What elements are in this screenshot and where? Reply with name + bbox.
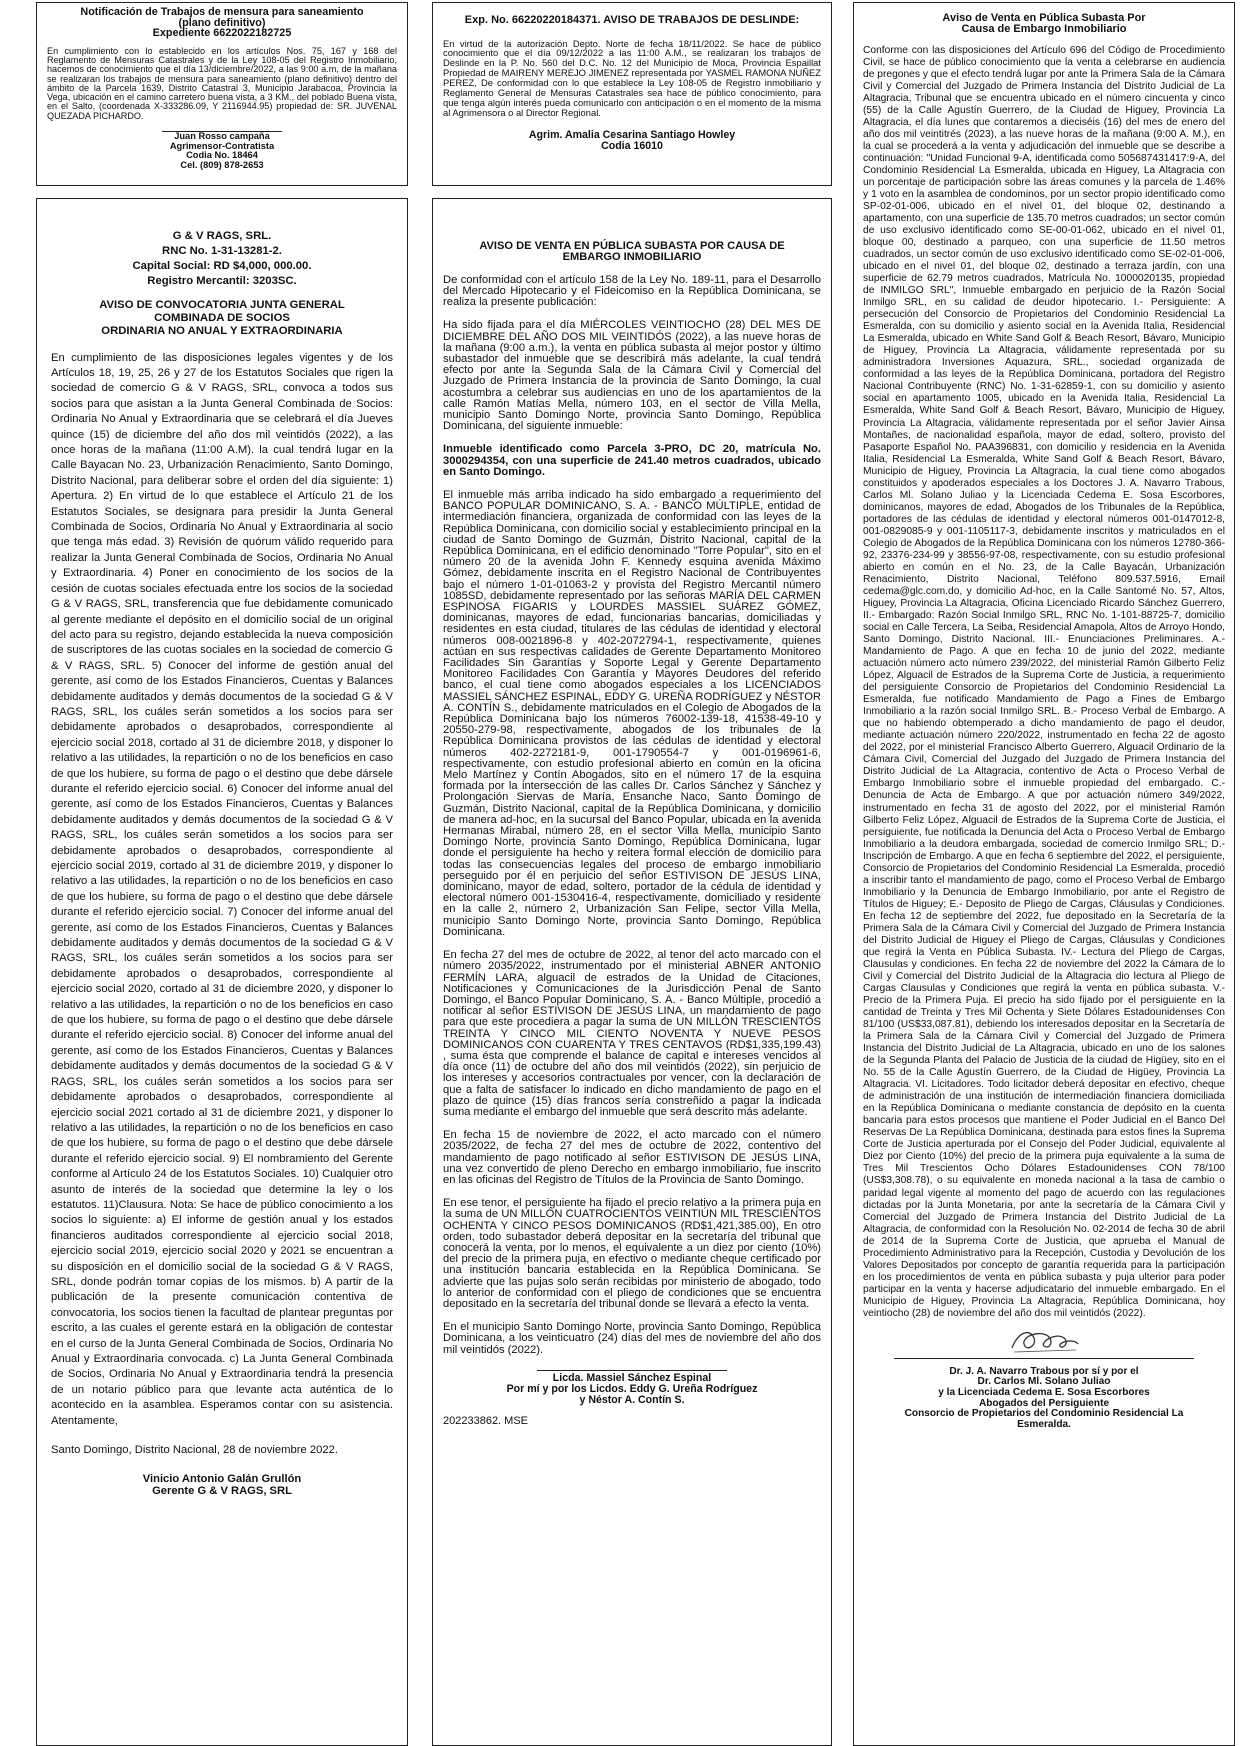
notice-venta-subasta-altagracia <box>853 2 1235 1746</box>
place-date: Santo Domingo, Distrito Nacional, 28 de noviembre 2022. <box>51 1444 339 1457</box>
paragraph-2: Ha sido fijada para el día MIÉRCOLES VEINTIOCHO (28) DEL MES DE DICIEMBRE DEL AÑO DOS MIL VEINTIDÓS (2022), a las nueve horas de la mañana (9:00 a.m.), la venta en pública subasta al mejor postor y último subastador del inmueble que se describirá más adelante, la cual tendrá efecto por ante la Segunda Sala de la Cámara Civil y Comercial del Juzgado de Primera Instancia de la provincia de Santo Domingo, la cual acostumbra a celebrar sus audiencias en uno de los apartamientos de la calle Ramón Matías Mella, número 103, en el sector de Villa Mella, municipio Santo Domingo Norte, provincia Santo Domingo, República Dominicana, del siguiente inmueble: <box>443 319 821 433</box>
notice-venta-subasta <box>432 198 832 1746</box>
signature-block: Licda. Massiel Sánchez Espinal Por mí y por los Licdos. Eddy G. Ureña Rodríguez y Néstor A. Contín S. <box>506 1371 758 1407</box>
signature-block: Vinicio Antonio Galán Grullón Gerente G & V RAGS, SRL <box>142 1473 302 1498</box>
handwritten-signature-icon <box>863 1324 1225 1358</box>
notice-title: AVISO DE VENTA EN PÚBLICA SUBASTA POR CAUSA DE EMBARGO INMOBILIARIO <box>479 240 785 263</box>
notice-title: AVISO DE CONVOCATORIA JUNTA GENERAL COMBINADA DE SOCIOS ORDINARIA NO ANUAL Y EXTRAORDINARIA <box>99 298 345 338</box>
notice-body: En cumplimiento con lo establecido en los artículos Nos. 75, 167 y 168 del Reglamento de Mensuras Catastrales y de la Ley 108-05 del Registro Inmobiliario, hacemos de conocimiento que el día 13/diciembre/2022, a las 9:00 a.m, de la mañana se realizaran los trabajos de mensura para saneamiento (plano definitivo) dentro del ámbito de la Parcela 1639, Distrito Catastral 3, Municipio Jarabacoa, Provincia la Vega, ubicación en el camino carretero buena vista, a 3 KM., del poblado Buena vista, en el Salto, (coordenada X-333286.09, Y 2116944.95) propiedad de: SR. JUVENAL QUEZADA PICHARDO. <box>47 45 397 121</box>
notice-body: En virtud de la autorización Depto. Norte de fecha 18/11/2022. Se hace de público conocimiento que el día 09/12/2022 a las 11:00 A.M., se realizaran los trabajos de Deslinde en la P. No. 560 del D.C. No. 12 del Municipio de Moca, Provincia Espaillat Propiedad de MAIRENY MEREJO JIMENEZ representada por YASMEL RAMONA NUÑEZ PEREZ, De conformidad con lo que establece la Ley 108-05 de Registro inmobiliario y Reglamento General de Mensuras Catastrales sea hace de público conocimiento, para que tenga algún interés pueda comunicarlo con anticipación o en el momento de la misma al Agrimensora o al Director Regional. <box>443 37 821 118</box>
signature-block: Dr. J. A. Navarro Trabous por sí y por el Dr. Carlos Ml. Solano Juliao y la Licenciada Cedema E. Sosa Escorbores Abogados del Persiguiente Consorcio de Propietarios del Condominio Residencial La Esmeralda. <box>904 1365 1184 1430</box>
company-header: G & V RAGS, SRL. RNC No. 1-31-13281-2. Capital Social: RD $4,000, 000.00. Registro Mercantil: 3203SC. <box>132 230 312 287</box>
notice-title: Exp. No. 66220220184371. AVISO DE TRABAJOS DE DESLINDE: <box>464 14 800 26</box>
notice-deslinde <box>432 2 832 186</box>
paragraph-8: En el municipio Santo Domingo Norte, provincia Santo Domingo, República Dominicana, a los veinticuatro (24) días del mes de noviembre del año dos mil veintidós (2022). <box>443 1321 821 1356</box>
notice-title: Notificación de Trabajos de mensura para saneamiento (plano definitivo) Expediente 6622022182725 <box>80 6 364 40</box>
publication-code: 202233862. MSE <box>443 1415 529 1428</box>
paragraph-1: De conformidad con el artículo 158 de la Ley No. 189-11, para el Desarrollo del Mercado Hipotecario y el Fideicomiso en la República Dominicana, se realiza la presente publicación: <box>443 273 821 309</box>
paragraph-5: En fecha 27 del mes de octubre de 2022, al tenor del acto marcado con el número 2035/2022, instrumentado por el ministerial ABNER ANTONIO FERMÍN LARA, alguacil de estrados de la Unidad de Citaciones, Notificaciones y Comunicaciones de la Jurisdicción Penal de Santo Domingo, el Banco Popular Dominicano, S. A. - Banco Múltiple, procedió a notificar al señor ESTIVISON DE JESÚS LINA, un mandamiento de pago para que este procediera a pagar la suma de UN MILLÓN TRESCIENTOS TREINTA Y CINCO MIL CIENTO NOVENTA Y NUEVE PESOS DOMINICANOS CON CUARENTA Y TRES CENTAVOS (RD$1,335,199.43) , suma ésta que comprende el balance de capital e intereses vencidos al día once (11) de octubre del año dos mil veintidós (2022), sin perjuicio de los intereses y accesorios contractuales por vencer, con la declaración de que a falta de satisfacer lo indicado en dicho mandamiento de pago en el plazo de quince (15) días francos sería constreñido a pagar la indicada suma mediante el embargo del inmueble que será descrito más adelante. <box>443 949 821 1118</box>
signature-line <box>537 1370 727 1371</box>
paragraph-6: En fecha 15 de noviembre de 2022, el acto marcado con el número 2035/2022, de fecha 27 del mes de octubre de 2022, contentivo del mandamiento de pago notificado al señor ESTIVISON DE JESÚS LINA, una vez convertido de pleno Derecho en embargo inmobiliario, fue inscrito en las oficinas del Registro de Títulos de la Provincia de Santo Domingo. <box>443 1129 821 1186</box>
signature-block: Juan Rosso campaña Agrimensor-Contratista Codia No. 18464 Cel. (809) 878-2653 <box>47 131 397 171</box>
property-description: Inmueble identificado como Parcela 3-PRO, DC 20, matrícula No. 3000294354, con una superficie de 241.40 metros cuadrados, ubicado en Santo Domingo. <box>443 443 821 478</box>
paragraph-7: En ese tenor, el persiguiente ha fijado el precio relativo a la primera puja en la suma de UN MILLÓN CUATROCIENTOS VEINTIÚN MIL TRESCIENTOS OCHENTA Y CINCO PESOS DOMINICANOS (RD$1,421,385.00), En otro orden, todo subastador deberá depositar en la secretaría del tribunal que conocerá la venta, por lo menos, el equivalente a un diez por ciento (10%) del precio de la primera puja, en efectivo o mediante cheque certificado por una institución bancaria establecida en la República Dominicana. Se advierte que las pujas solo serán recibidas por ministerio de abogado, todo lo anterior de conformidad con el pliego de condiciones que se encuentra depositado en la secretaría del tribunal donde se llevará a efecto la venta. <box>443 1197 821 1310</box>
paragraph-4: El inmueble más arriba indicado ha sido embargado a requerimiento del BANCO POPULAR DOMINICANO, S. A. - BANCO MÚLTIPLE, entidad de intermediación financiera, organizada de conformidad con las leyes de la República Dominicana, con domicilio social y establecimiento principal en la ciudad de Santo Domingo de Guzmán, Distrito Nacional, capital de la República Dominicana, en el edificio denominado "Torre Popular", sito en el número 20 de la avenida John F. Kennedy esquina avenida Máximo Gómez, debidamente inscrita en el Registro Nacional de Contribuyentes bajo el número 1-01-01063-2 y provista del Registro Mercantil número 1085SD, debidamente representado por las señoras MARÍA DEL CARMEN ESPINOSA FIGARIS y LOURDES MASSIEL SUÁREZ GÓMEZ, dominicanas, mayores de edad, funcionarias bancarias, domiciliadas y residentes en esta ciudad, titulares de las cédulas de identidad y electoral números 008-0021896-8 y 402-2072794-1, respectivamente, quienes actúan en sus respectivas calidades de Gerente Departamento Monitoreo Facilidades Sin Garantías y Soporte Legal y Gerente Departamento Monitoreo Facilidades Con Garantía y Mayores Deudores del referido banco, el cual tiene como abogados especiales a los LICENCIADOS MASSIEL SÁNCHEZ ESPINAL, EDDY G. UREÑA RODRÍGUEZ y NÉSTOR A. CONTÍN S., debidamente matriculados en el Colegio de Abogados de la República Dominicana bajo los números 76002-139-18, 41538-49-10 y 20550-279-98, respectivamente, abogados de los tribunales de la República Dominicana provistos de las cédulas de identidad y electoral números 402-2272181-9, 001-1790554-7 y 001-0196961-6, respectivamente, con estudio profesional abierto en común en la oficina Melo Martínez y Contín Abogados, sito en el número 17 de la esquina formada por la intersección de las calles Dr. Carlos Sánchez y Sánchez y Prolongación Siervas de María, Ensanche Naco, Santo Domingo de Guzmán, Distrito Nacional, capital de la República Dominicana, y domicilio de manera ad-hoc, en la sucursal del Banco Popular, ubicada en la avenida Hermanas Mirabal, número 28, en el sector Villa Mella, municipio Santo Domingo Norte, provincia Santo Domingo, República Dominicana, lugar donde el persiguiente ha hecho y reitera formal elección de domicilio para todas las consecuencias legales del proceso de embargo inmobiliario perseguido por él en perjuicio del señor ESTIVISON DE JESÚS LINA, dominicano, mayor de edad, soltero, portador de la cédula de identidad y electoral número 001-1530416-4, respectivamente, domiciliado y residente en la calle 2, número 2, Urbanización San Felipe, sector Villa Mella, municipio Santo Domingo Norte, provincia Santo Domingo, República Dominicana. <box>443 488 821 938</box>
notice-body: En cumplimiento de las disposiciones legales vigentes y de los Artículos 18, 19, 25, 26 y 27 de los Estatutos Sociales que rigen la sociedad de comercio G & V RAGS, SRL, convoca a todos sus socios para que asistan a la Junta General Combinada de Socios: Ordinaria No Anual y Extraordinaria que se celebrará el día Jueves quince (15) de diciembre del año dos mil veintidós (2022), a las once horas de la mañana (11:00 A.M). la cual tendrá lugar en la Calle Bayacan No. 23, Urbanización Renacimiento, Santo Domingo, Distrito Nacional, para deliberar sobre el orden del día siguiente: 1) Apertura. 2) En virtud de lo que establece el Artículo 21 de los Estatutos Sociales, se designara para presidir la Junta General Combinada de Socios, Ordinaria No Anual y Extraordinaria al socio que tenga más edad. 3) Revisión de quórum válido requerido para realizar la Junta General Combinada de Socios, Ordinaria No Anual y Extraordinaria. 4) Poner en conocimiento de los socios de la cesión de cuotas sociales efectuada entre los socios de la sociedad G & V RAGS, SRL, transferencia que fue debidamente comunicado al gerente mediante el depósito en el domicilio social de un original del acto para su registro, dejando establecida la nueva composición de suscriptores de las cuotas sociales en la sociedad de comercio G & V RAGS, SRL. 5) Conocer del informe de gestión anual del gerente, así como de los Estados Financieros, Cuentas y Balances debidamente auditados y demás documentos de la sociedad G & V RAGS, SRL, los cuáles serán sometidos a los socios para ser debidamente aprobados o desaprobados, correspondiente al ejercicio social 2018, cortado al 31 de diciembre 2018, y disponer lo relativo a las utilidades, la repartición o no de los beneficios en caso de que los hubiere, su forma de pago o el destino que debe dársele durante el referido ejercicio social. 6) Conocer del informe anual del gerente, así como de los Estados Financieros, Cuentas y Balances debidamente auditados y demás documentos de la sociedad G & V RAGS, SRL, los cuáles serán sometidos a los socios para ser debidamente aprobados o desaprobados, correspondiente al ejercicio social 2019, cortado al 31 de diciembre 2019, y disponer lo relativo a las utilidades, la repartición o no de los beneficios en caso de que los hubiere, su forma de pago o el destino que debe dársele durante el referido ejercicio social. 7) Conocer del informe anual del gerente, así como de los Estados Financieros, Cuentas y Balances debidamente auditados y demás documentos de la sociedad G & V RAGS, SRL, los cuáles serán sometidos a los socios para ser debidamente aprobados o desaprobados, correspondiente al ejercicio social 2020, cortado al 31 de diciembre 2020, y disponer lo relativo a las utilidades, la repartición o no de los beneficios en caso de que los hubiere, su forma de pago o el destino que debe dársele durante el referido ejercicio social. 8) Conocer del informe anual del gerente, así como de los Estados Financieros, Cuentas y Balances debidamente auditados y demás documentos de la sociedad G & V RAGS, SRL, los cuáles serán sometidos a los socios para ser debidamente aprobados o desaprobados, correspondiente al ejercicio social 2021 cortado al 31 de diciembre 2021, y disponer lo relativo a las utilidades, la repartición o no de los beneficios en caso de que los hubiere, su forma de pago o el destino que debe dársele durante el referido ejercicio social. 9) El nombramiento del Gerente conforme al Artículo 24 de los Estatutos Sociales. 10) Cualquier otro asunto de interés de la sociedad que determine la ley o los estatutos. 11)Clausura. Nota: Se hace de público conocimiento a los socios lo siguiente: a) El informe de gestión anual y los estados financieros auditados correspondiente al ejercicio social 2018, ejercicio social 2019, ejercicio social 2020 y 2021 se encuentran a su disposición en el domicilio social de la sociedad G & V RAGS, SRL, donde podrán tomar copias de los mismos. b) A partir de la publicación de la presente comunicación contentiva de convocatoria, los socios tienen la facultad de plantear preguntas por escrito, a las cuales el gerente estará en la obligación de contestar en el curso de la Junta General Combinada de Socios, Ordinaria No Anual y Extraordinaria convocada. c) La Junta General Combinada de Socios, Ordinaria No Anual y Extraordinaria tendrá la presencia de un notario público para que levante acta auténtica de lo acontecido en la asamblea. Esperamos contar con su asistencia. Atentamente, <box>51 351 393 1427</box>
notice-title: Aviso de Venta en Pública Subasta Por Causa de Embargo Inmobiliario <box>942 12 1146 35</box>
notice-body: Conforme con las disposiciones del Artículo 696 del Código de Procedimiento Civil, se hace de público conocimiento que la venta a celebrarse en audiencia de pregones y que el efecto tendrá lugar por ante la Primera Sala de la Cámara Civil y Comercial del Juzgado de Primera Instancia del Distrito Judicial de La Altagracia, Tribunal que se encuentra ubicado en el número cincuenta y cinco (55) de la Calle Agustín Guerrero, de la Ciudad de Higuey, Provincia La Altagracia, el día lunes que contaremos a dieciséis (16) del mes de enero del año dos mil veintitrés (2023), a las nueve horas de la mañana (9:00 A. M.), en la cual se procederá a la venta y adjudicación del inmueble que se describe a continuación: "Unidad Funcional 9-A, identificada como 505687431417:9-A, del Condominio Residencial La Esmeralda, ubicada en Higuey, La Altagracia con un porcentaje de participación sobre las áreas comunes y la parcela de 1.46% y 1 voto en la asamblea de condominos, por un sector propio identificado como SP-02-01-006, ubicado en el nivel 01, del bloque 02, destinando a apartamento, con una superficie de 135.70 metros cuadrados; un sector común de uso exclusivo identificado como SE-00-01-062, ubicado en el nivel 01, bloque 00, destinado a parqueo, con una superficie de 11.50 metros cuadrados, un sector común de uso exclusivo identificado como SE-02-01-006, ubicado en el nivel 01, del bloque 02, destinado a terraza jardín, con una superficie de 62.79 metros cuadrados, Matrícula No. 1000020135, propiedad de INMILGO SRL", Inmueble embargado en perjuicio de la Razón Social Inmilgo SRL, en su calidad de deudor hipotecario. I.- Persiguiente: A persecución del Consorcio de Propietarios del Condominio Residencial La Esmeralda, con su domicilio y asiento social en la Avenida Italia, Residencial La Esmeralda, ubicado en White Sand Golf & Beach Resort, Bávaro, Municipio de Higuey, Provincia La Altagracia, válidamente representada por su administradora Inversiones Aquazura, SRL., sociedad organizada de conformidad a las leyes de la República Dominicana, portadora del Registro Nacional Contribuyente (RNC) No. 1-31-62859-1, con su domicilio y asiento social en apartamento 1005, ubicado en la Avenida Italia, Residencial La Esmeralda, White Sand Golf & Beach Resort, Bávaro, Municipio de Higuey, Provincia La Altagracia, válidamente representada por el señor Javier Ainsa Montañes, de nacionalidad española, mayor de edad, soltero, provisto del Pasaporte Español No. PAA396831, con domicilio y residencia en la Avenida Italia, Residencial La Esmeralda, White Sand Golf & Beach Resort, Bávaro, Municipio de Higuey, Provincia La Altagracia, la cual tiene como abogados constituidos y apoderados especiales a los Doctores J. A. Navarro Trabous, Carlos Ml. Solano Juliao y la Licenciada Cedema E. Sosa Escorbores, dominicanos, mayores de edad, Abogados de los Tribunales de la República, portadores de las cédulas de identidad y electoral números 001-0147012-8, 001-0829085-9 y 001-1105117-3, debidamente inscritos y matriculados en el Colegio de Abogados de la República Dominicana con los números 12780-366-92, 23376-234-99 y 38556-97-08, respectivamente, con su estudio profesional abierto en común en el No. 23, de la Calle Bayacán, Urbanización Renacimiento, Distrito Nacional, Teléfono 809.537.5916, Email cedema@glc.com.do, y domicilio Ad-hoc, en la Calle Santomé No. 57, Altos, Higuey, Provincia La Altagracia, Oficina Licenciado Ricardo Sánchez Guerrero, II.- Embargado: Razón Social Inmilgo SRL, RNC No. 1-101-88725-7, domicilio social en Calle Tercera, La Seiba, Residencial Amapola, Altos de Arroyo Hondo, Santo Domingo, Distrito Nacional. III.- Enunciaciones Preliminares. A.- Mandamiento de Pago. A que en fecha 10 de junio del 2022, mediante actuación número acto número 239/2022, del ministerial Ramón Gilberto Feliz López, Alguacil de Estrados de la Suprema Corte de Justicia, a requerimiento del persiguiente Consorcio de Propietarios del Condominio Residencial La Esmeralda, fue notificado Mandamiento de Pago a Fines de Embargo Inmobiliario a la razón social Inmilgo SRL. B.- Proceso Verbal de Embargo. A que no habiendo obtemperado a dicho mandamiento de pago el deudor, mediante actuación número 220/2022, instrumentado en fecha 22 de agosto del 2022, por el ministerial Francisco Alberto Guerrero, Alguacil Ordinario de la Cámara Civil, Comercial del Juzgado del Juzgado de Primera Instancia del Distrito Judicial de La Altagracia, contentivo de Acta o Proceso Verbal de Embargo Inmobiliario sobre el inmueble propiedad del embargado. C.-Denuncia de Acta de Embargo. A que por actuación número 349/2022, instrumentado en fecha 31 de agosto del 2022, por el ministerial Ramón Gilberto Feliz López, Alguacil de Estrados de la Suprema Corte de Justicia, el persiguiente, fue notificada la Denuncia del Acta o Proceso Verbal de Embargo Inmobiliario a la deudora embargada, sociedad de comercio Inmilgo SRL; D.- Inscripción de Embargo. A que en fecha 6 septiembre del 2022, el persiguiente, Consorcio de Propietarios del Condominio Residencial La Esmeralda, procedió a inscribir tanto el mandamiento de pago, como el Proceso Verbal de Embargo Inmobiliario y la Denuncia de Embargo Inmobiliario, por ante el Registro de Títulos de Higuey; E.- Deposito de Pliego de Cargas, Cláusulas y Condiciones. En fecha 12 de septiembre del 2022, fue depositado en la Secretaría de la Primera Sala de la Cámara Civil y Comercial del Juzgado de Primera Instancia del Distrito Judicial de Higuey el Pliego de Cargas, Cláusulas y Condiciones que regirá la Venta en Pública Subasta. IV.- Lectura del Pliego de Cargas, Clausulas y condiciones. En fecha 22 de noviembre del 2022 la Cámara de lo Civil y Comercial del Distrito Judicial de la Altagracia dio lectura al Pliego de Cargas Clausulas y Condiciones que regirá la venta en pública subasta. V.- Precio de la Primera Puja. El precio ha sido fijado por el persiguiente en la cantidad de Treinta y Tres Mil Ochenta y Siete Dólares Estadounidenses Con 81/100 (US$33,087.81), debiendo los interesados depositar en la Secretaría de la Primera Sala de la Cámara Civil y Comercial del Juzgado de Primera Instancia del Distrito Judicial de La Altagracia, ubicado en uno de los salones de la Segunda Planta del Palacio de Justicia de la ciudad de Higüey, sito en el No. 55 de la Calle Agustín Guerrero, de la Ciudad de Higüey, Provincia La Altagracia. VI. Licitadores. Todo licitador deberá depositar en efectivo, cheque de administración de una institución de intermediación financiera domiciliada en la República Dominicana o mediante constancia de depósito en la cuenta bancaria para estos procesos que mantiene el Poder Judicial en el Banco Del Reservas De La República Dominicana, destinada para estos fines la Suprema Corte de Justicia aperturada por el Consejo del Poder Judicial, equivalente al Diez por Ciento (10%) del precio de la primera puja equivalente a la suma de Tres Mil Trescientos Ocho Dólares Estadounidenses CON 78/100 (US$3,308.78), o su equivalente en moneda nacional a la tasa de cambio o paridad legal vigente al momento del pago de acuerdo con las regulaciones dictadas por la Junta Monetaria, por ante la secretaría de la Cámara Civil y Comercial del Juzgado de Primera Instancia del Distrito Judicial de La Altagracia, de conformidad con la Resolución No. 02-2014 de fecha 30 de abril de 2014 de la Suprema Corte de Justicia, que aprueba el Manual de Procedimiento Administrativo para la Recepción, Custodia y Devolución de los Valores Depositados por concepto de garantía requerida para la participación en los procedimientos de venta en pública subasta y puja ulterior para poder participar en la venta y hacerse adjudicatario del inmueble embargado. En el Municipio de Higuey, Provincia La Altagracia, República Dominicana, hoy veintiocho (28) de noviembre del año dos mil veintidós (2022). <box>863 44 1225 1319</box>
notice-mensura-saneamiento <box>36 2 408 186</box>
notice-convocatoria-junta <box>36 198 408 1746</box>
signature-block: Agrim. Amalia Cesarina Santiago Howley Codia 16010 <box>528 128 736 152</box>
